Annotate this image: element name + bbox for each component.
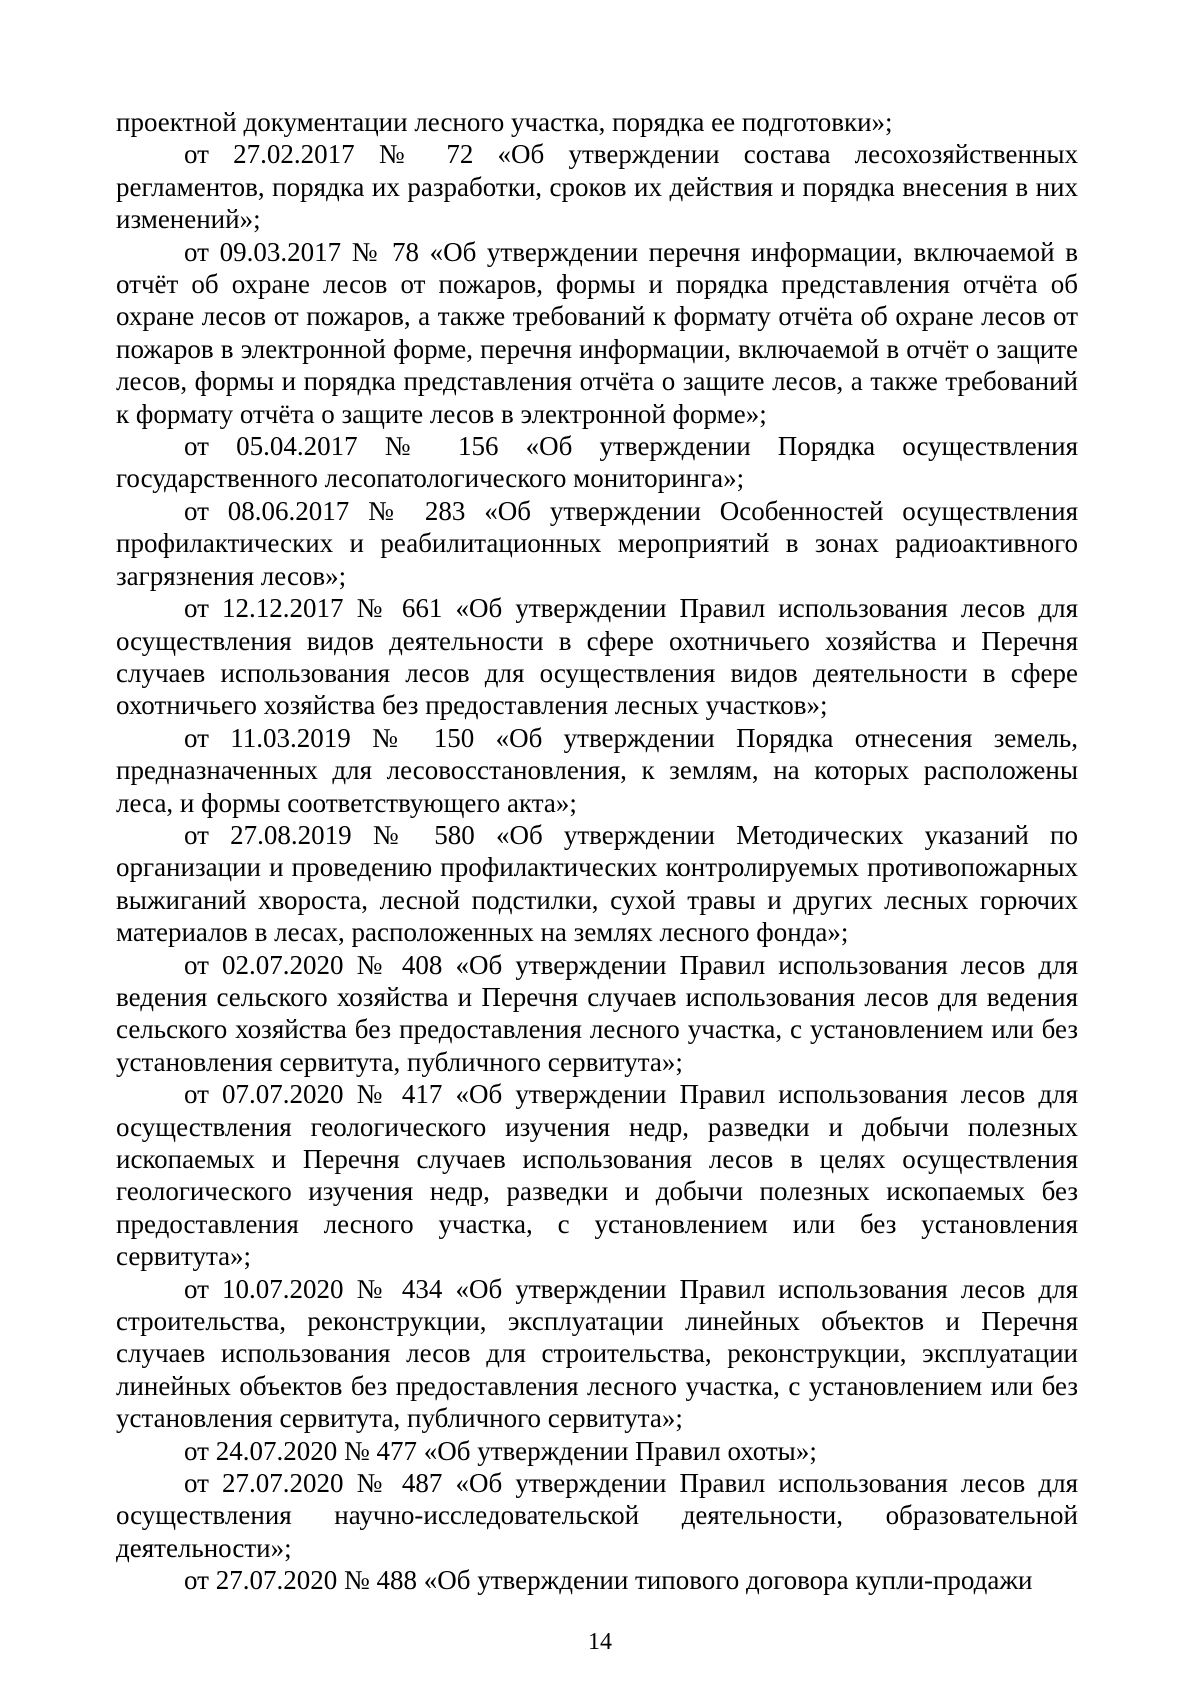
paragraph-1: от 27.02.2017 № 72 «Об утверждении состава лесохозяйственных регламентов, порядка их разработки, сроков их действия и порядка внесения в них изменений»; — [116, 139, 1078, 235]
paragraph-6: от 11.03.2019 № 150 «Об утверждении Порядка отнесения земель, предназначенных для лесовосстановления, к землям, на которых расположены леса, и формы соответствующего акта»; — [116, 722, 1078, 818]
document-body — [116, 106, 1078, 1597]
paragraph-11: от 24.07.2020 № 477 «Об утверждении Правил охоты»; — [184, 1435, 817, 1466]
paragraph-0: проектной документации лесного участка, порядка ее подготовки»; — [116, 107, 893, 137]
paragraph-5: от 12.12.2017 № 661 «Об утверждении Правил использования лесов для осуществления видов деятельности в сфере охотничьего хозяйства и Перечня случаев использования лесов для осуществления видов деятельности в сфере охотничьего хозяйства без предоставления лесных участков»; — [116, 593, 1078, 721]
paragraph-13: от 27.07.2020 № 488 «Об утверждении типового договора купли-продажи — [184, 1565, 1033, 1596]
paragraph-7: от 27.08.2019 № 580 «Об утверждении Методических указаний по организации и проведению профилактических контролируемых противопожарных выжиганий хвороста, лесной подстилки, сухой травы и других лесных горючих материалов в лесах, расположенных на землях лесного фонда»; — [116, 819, 1078, 948]
paragraph-8: от 02.07.2020 № 408 «Об утверждении Правил использования лесов для ведения сельского хозяйства и Перечня случаев использования лесов для ведения сельского хозяйства без предоставления лесного участка, с установлением или без установления сервитута, публичного сервитута»; — [116, 949, 1078, 1077]
paragraph-2: от 09.03.2017 № 78 «Об утверждении перечня информации, включаемой в отчёт об охране лесов от пожаров, формы и порядка представления отчёта об охране лесов от пожаров, а также требований к формату отчёта об охране лесов от пожаров в электронной форме, перечня информации, включаемой в отчёт о защите лесов, формы и порядка представления отчёта о защите лесов, а также требований к формату отчёта о защите лесов в электронной форме»; — [116, 236, 1078, 429]
paragraph-12: от 27.07.2020 № 487 «Об утверждении Правил использования лесов для осуществления научно-исследовательской деятельности, образовательной деятельности»; — [116, 1468, 1078, 1563]
paragraph-10: от 10.07.2020 № 434 «Об утверждении Правил использования лесов для строительства, реконструкции, эксплуатации линейных объектов и Перечня случаев использования лесов для строительства, реконструкции, эксплуатации линейных объектов без предоставления лесного участка, с установлением или без установления сервитута, публичного сервитута»; — [116, 1273, 1078, 1434]
paragraph-3: от 05.04.2017 № 156 «Об утверждении Порядка осуществления государственного лесопатологического мониторинга»; — [116, 431, 1078, 494]
paragraph-4: от 08.06.2017 № 283 «Об утверждении Особенностей осуществления профилактических и реабилитационных мероприятий в зонах радиоактивного загрязнения лесов»; — [116, 495, 1078, 591]
paragraph-9: от 07.07.2020 № 417 «Об утверждении Правил использования лесов для осуществления геологического изучения недр, разведки и добычи полезных ископаемых и Перечня случаев использования лесов в целях осуществления геологического изучения недр, разведки и добычи полезных ископаемых без предоставления лесного участка, с установлением или без установления сервитута»; — [116, 1079, 1078, 1272]
page-number: 14 — [588, 1629, 612, 1655]
